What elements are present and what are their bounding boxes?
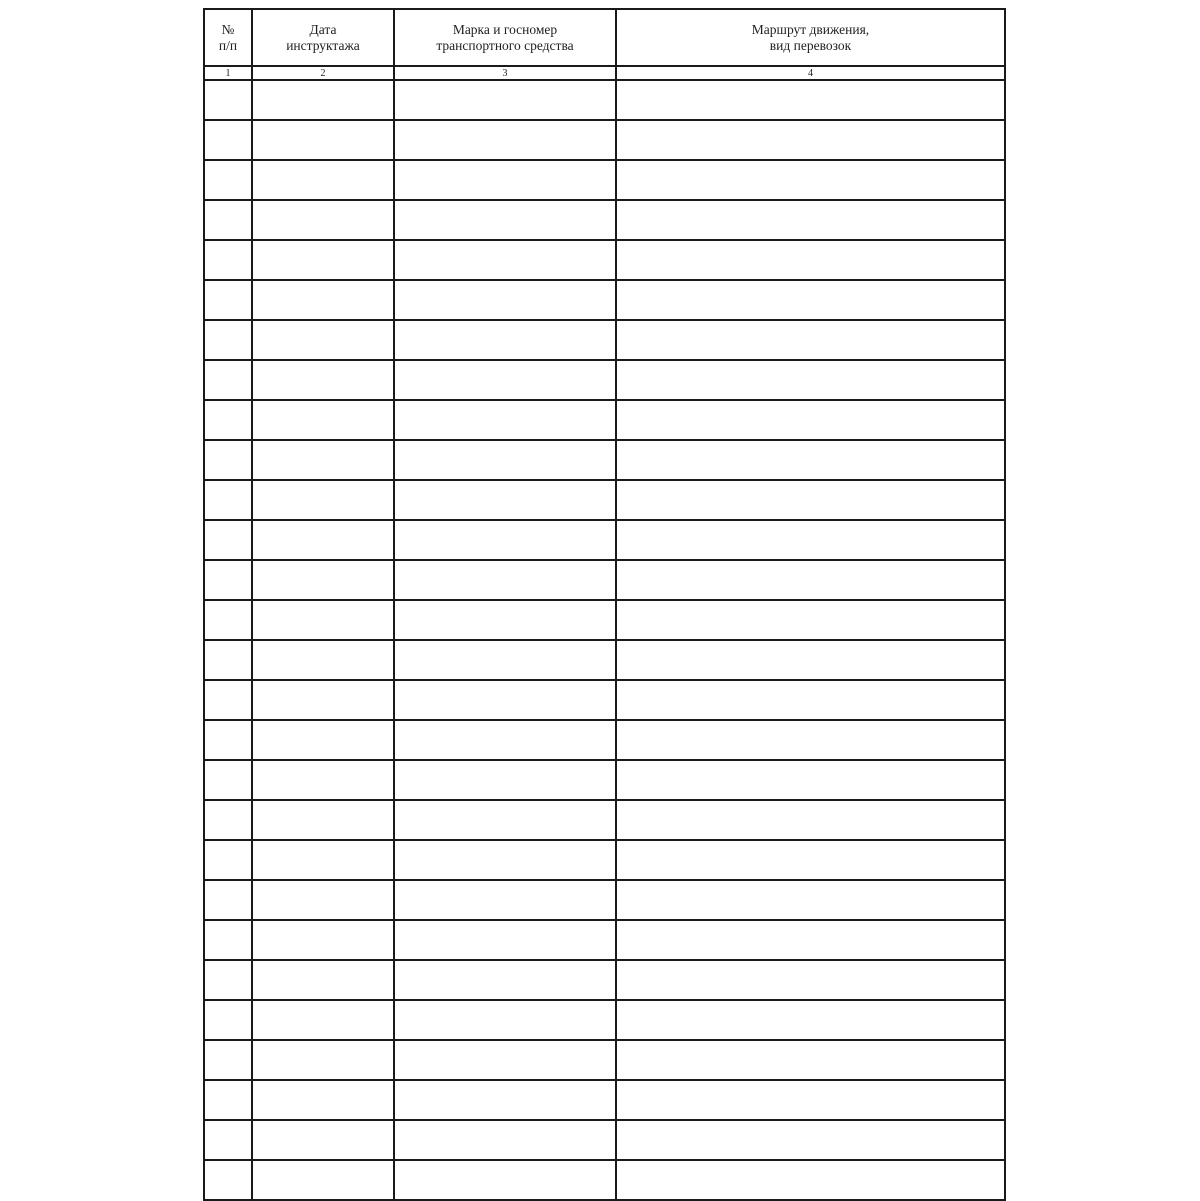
cell-route[interactable] — [616, 280, 1005, 320]
cell-vehicle[interactable] — [394, 1080, 616, 1120]
cell-route[interactable] — [616, 400, 1005, 440]
cell-route[interactable] — [616, 360, 1005, 400]
column-number-cell: 4 — [616, 66, 1005, 80]
table-row — [204, 640, 1005, 680]
cell-vehicle[interactable] — [394, 760, 616, 800]
cell-number[interactable] — [204, 200, 252, 240]
header-route-line2: вид перевозок — [769, 37, 852, 53]
cell-route[interactable] — [616, 80, 1005, 120]
cell-vehicle[interactable] — [394, 1160, 616, 1200]
cell-route[interactable] — [616, 560, 1005, 600]
cell-number[interactable] — [204, 640, 252, 680]
cell-number[interactable] — [204, 400, 252, 440]
cell-route[interactable] — [616, 160, 1005, 200]
cell-number[interactable] — [204, 1000, 252, 1040]
table-row — [204, 840, 1005, 880]
cell-route[interactable] — [616, 840, 1005, 880]
cell-number[interactable] — [204, 720, 252, 760]
cell-vehicle[interactable] — [394, 160, 616, 200]
cell-vehicle[interactable] — [394, 880, 616, 920]
cell-vehicle[interactable] — [394, 800, 616, 840]
cell-date[interactable] — [252, 960, 394, 1000]
cell-date[interactable] — [252, 160, 394, 200]
cell-date[interactable] — [252, 880, 394, 920]
table-row — [204, 320, 1005, 360]
cell-date[interactable] — [252, 640, 394, 680]
column-number-cell: 3 — [394, 66, 616, 80]
cell-vehicle[interactable] — [394, 920, 616, 960]
cell-route[interactable] — [616, 320, 1005, 360]
cell-number[interactable] — [204, 520, 252, 560]
table-row — [204, 200, 1005, 240]
cell-vehicle[interactable] — [394, 360, 616, 400]
cell-date[interactable] — [252, 280, 394, 320]
cell-number[interactable] — [204, 920, 252, 960]
table-row — [204, 520, 1005, 560]
cell-route[interactable] — [616, 480, 1005, 520]
column-number-cell: 1 — [204, 66, 252, 80]
table-row — [204, 240, 1005, 280]
cell-vehicle[interactable] — [394, 480, 616, 520]
cell-route[interactable] — [616, 680, 1005, 720]
table-row — [204, 1080, 1005, 1120]
table-row — [204, 680, 1005, 720]
cell-route[interactable] — [616, 520, 1005, 560]
cell-date[interactable] — [252, 1040, 394, 1080]
cell-vehicle[interactable] — [394, 320, 616, 360]
cell-route[interactable] — [616, 1080, 1005, 1120]
cell-number[interactable] — [204, 320, 252, 360]
cell-vehicle[interactable] — [394, 1120, 616, 1160]
cell-number[interactable] — [204, 600, 252, 640]
cell-route[interactable] — [616, 120, 1005, 160]
table-row — [204, 720, 1005, 760]
table-row — [204, 400, 1005, 440]
cell-date[interactable] — [252, 240, 394, 280]
cell-date[interactable] — [252, 520, 394, 560]
cell-vehicle[interactable] — [394, 560, 616, 600]
column-number-row — [204, 66, 1005, 80]
cell-number[interactable] — [204, 360, 252, 400]
cell-route[interactable] — [616, 1160, 1005, 1200]
header-route-line1: Маршрут движения, — [751, 21, 870, 37]
table-row — [204, 560, 1005, 600]
cell-route[interactable] — [616, 640, 1005, 680]
cell-number[interactable] — [204, 800, 252, 840]
cell-date[interactable] — [252, 1120, 394, 1160]
table-row — [204, 120, 1005, 160]
cell-date[interactable] — [252, 360, 394, 400]
cell-vehicle[interactable] — [394, 720, 616, 760]
table-row — [204, 360, 1005, 400]
cell-date[interactable] — [252, 1000, 394, 1040]
cell-number[interactable] — [204, 680, 252, 720]
cell-date[interactable] — [252, 920, 394, 960]
cell-vehicle[interactable] — [394, 520, 616, 560]
cell-vehicle[interactable] — [394, 280, 616, 320]
column-number-cell: 2 — [252, 66, 394, 80]
cell-route[interactable] — [616, 1000, 1005, 1040]
cell-date[interactable] — [252, 320, 394, 360]
header-number-line1: № — [221, 21, 235, 37]
cell-date[interactable] — [252, 200, 394, 240]
cell-number[interactable] — [204, 960, 252, 1000]
cell-route[interactable] — [616, 1040, 1005, 1080]
cell-route[interactable] — [616, 1120, 1005, 1160]
table-row — [204, 960, 1005, 1000]
cell-date[interactable] — [252, 1080, 394, 1120]
cell-vehicle[interactable] — [394, 640, 616, 680]
cell-route[interactable] — [616, 760, 1005, 800]
cell-route[interactable] — [616, 200, 1005, 240]
cell-route[interactable] — [616, 440, 1005, 480]
cell-date[interactable] — [252, 480, 394, 520]
table-row — [204, 280, 1005, 320]
table-row — [204, 920, 1005, 960]
instruction-journal-table — [203, 8, 1006, 1201]
cell-number[interactable] — [204, 840, 252, 880]
table-row — [204, 160, 1005, 200]
cell-vehicle[interactable] — [394, 80, 616, 120]
table-row — [204, 1160, 1005, 1200]
cell-date[interactable] — [252, 600, 394, 640]
header-row — [204, 9, 1005, 66]
cell-number[interactable] — [204, 1120, 252, 1160]
table-row — [204, 760, 1005, 800]
header-number — [204, 9, 252, 66]
cell-vehicle[interactable] — [394, 1040, 616, 1080]
cell-number[interactable] — [204, 480, 252, 520]
table-row — [204, 880, 1005, 920]
table-row — [204, 800, 1005, 840]
cell-route[interactable] — [616, 880, 1005, 920]
cell-route[interactable] — [616, 600, 1005, 640]
cell-number[interactable] — [204, 440, 252, 480]
cell-vehicle[interactable] — [394, 840, 616, 880]
cell-date[interactable] — [252, 80, 394, 120]
cell-vehicle[interactable] — [394, 960, 616, 1000]
cell-date[interactable] — [252, 720, 394, 760]
table-row — [204, 1120, 1005, 1160]
cell-number[interactable] — [204, 120, 252, 160]
cell-number[interactable] — [204, 1160, 252, 1200]
table-row — [204, 80, 1005, 120]
table-row — [204, 440, 1005, 480]
cell-date[interactable] — [252, 800, 394, 840]
cell-date[interactable] — [252, 840, 394, 880]
cell-vehicle[interactable] — [394, 440, 616, 480]
cell-number[interactable] — [204, 280, 252, 320]
cell-vehicle[interactable] — [394, 600, 616, 640]
cell-number[interactable] — [204, 1040, 252, 1080]
cell-vehicle[interactable] — [394, 400, 616, 440]
header-date-line1: Дата — [309, 21, 337, 37]
cell-number[interactable] — [204, 160, 252, 200]
cell-date[interactable] — [252, 440, 394, 480]
cell-number[interactable] — [204, 560, 252, 600]
table-row — [204, 600, 1005, 640]
table-row — [204, 1000, 1005, 1040]
header-vehicle-line2: транспортного средства — [436, 37, 574, 53]
cell-route[interactable] — [616, 800, 1005, 840]
header-date-line2: инструктажа — [286, 37, 360, 53]
header-route — [616, 9, 1005, 66]
cell-number[interactable] — [204, 240, 252, 280]
header-vehicle — [394, 9, 616, 66]
cell-date[interactable] — [252, 1160, 394, 1200]
cell-date[interactable] — [252, 120, 394, 160]
cell-vehicle[interactable] — [394, 120, 616, 160]
header-date — [252, 9, 394, 66]
cell-route[interactable] — [616, 720, 1005, 760]
table-row — [204, 1040, 1005, 1080]
cell-number[interactable] — [204, 1080, 252, 1120]
cell-number[interactable] — [204, 880, 252, 920]
cell-date[interactable] — [252, 400, 394, 440]
cell-number[interactable] — [204, 80, 252, 120]
cell-vehicle[interactable] — [394, 1000, 616, 1040]
cell-vehicle[interactable] — [394, 240, 616, 280]
header-number-line2: п/п — [218, 37, 238, 53]
cell-route[interactable] — [616, 960, 1005, 1000]
header-vehicle-line1: Марка и госномер — [452, 21, 558, 37]
cell-date[interactable] — [252, 560, 394, 600]
cell-vehicle[interactable] — [394, 680, 616, 720]
cell-date[interactable] — [252, 760, 394, 800]
cell-vehicle[interactable] — [394, 200, 616, 240]
cell-route[interactable] — [616, 920, 1005, 960]
cell-route[interactable] — [616, 240, 1005, 280]
table-row — [204, 480, 1005, 520]
cell-date[interactable] — [252, 680, 394, 720]
cell-number[interactable] — [204, 760, 252, 800]
